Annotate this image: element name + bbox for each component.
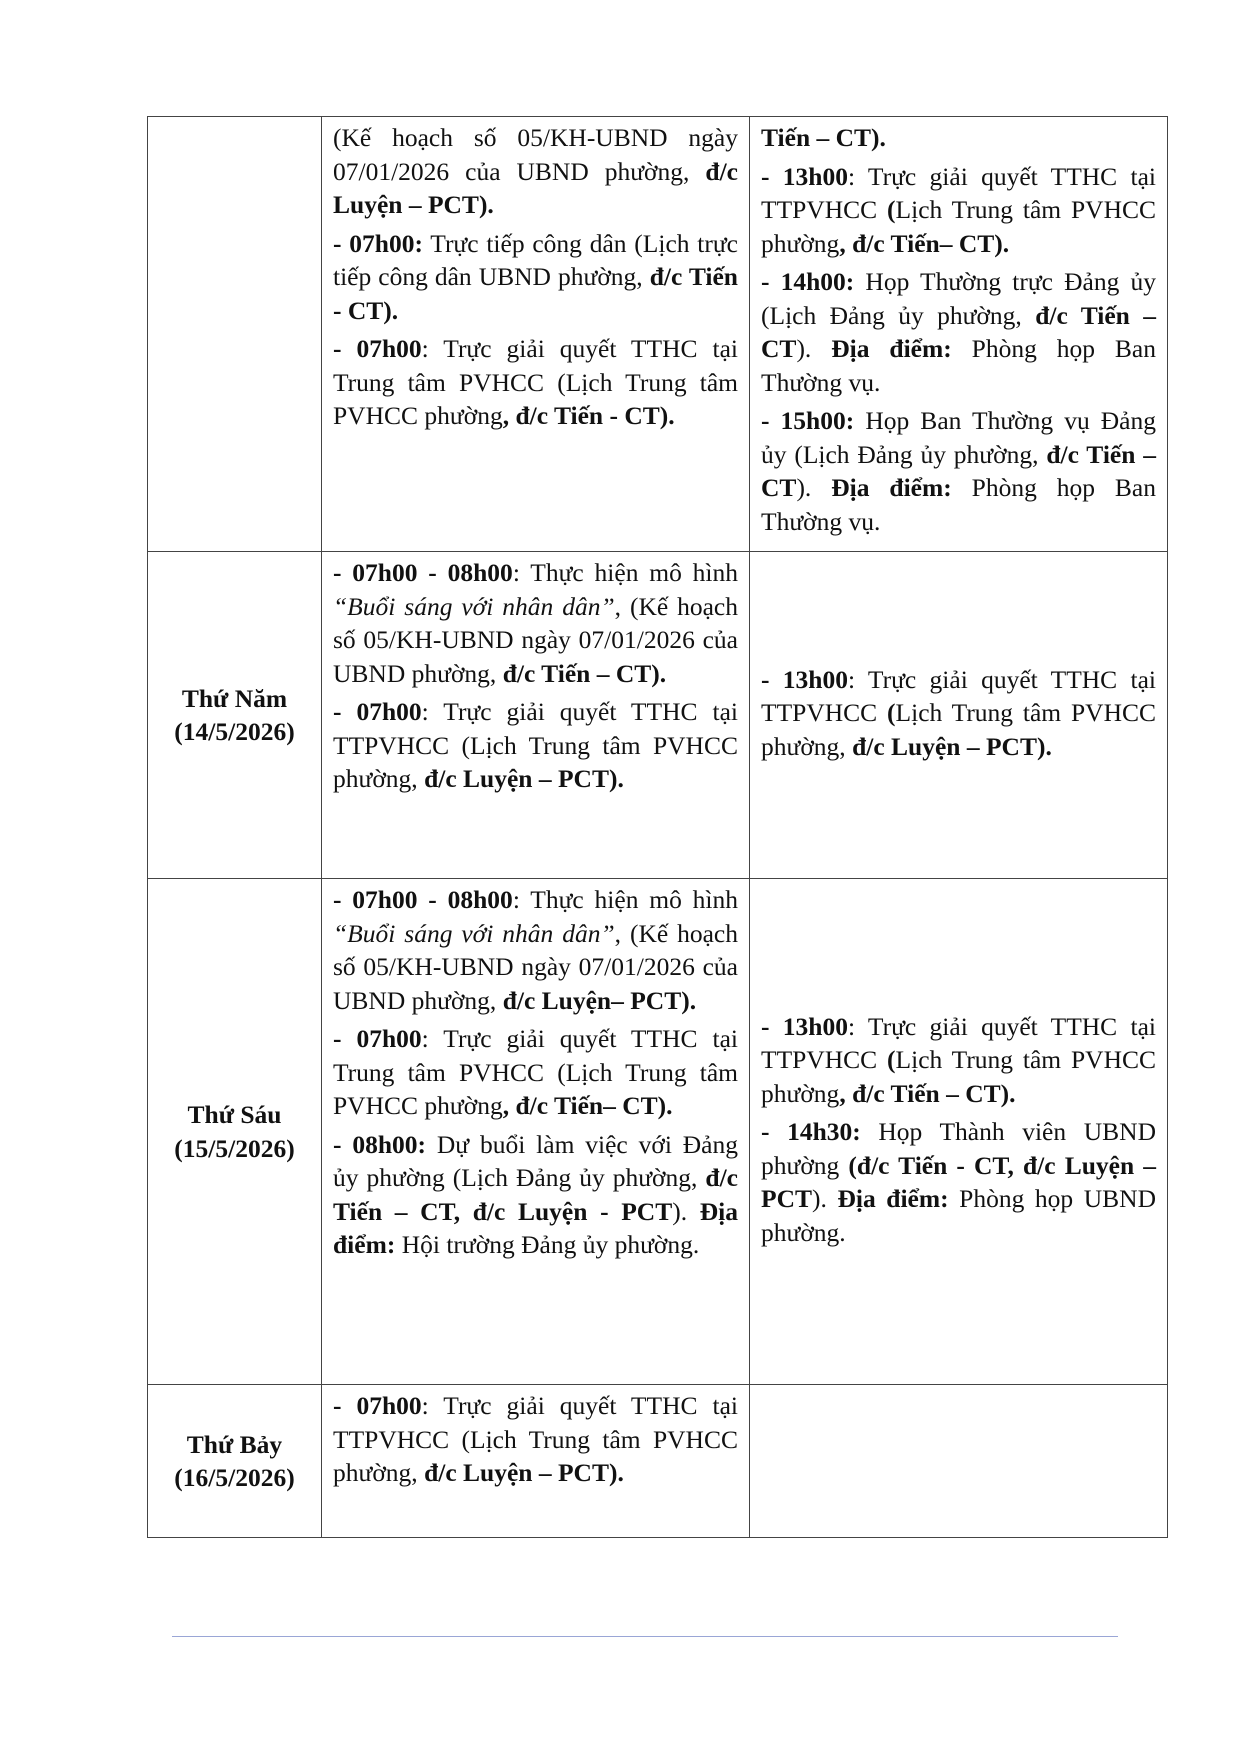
day-cell <box>148 1385 322 1538</box>
schedule-text: : Trực giải quyết TTHC tại TTPVHCC (Lịch Trung tâm PVHCC phường, <box>333 697 738 793</box>
schedule-text: (đ/c Tiến - CT, đ/c Luyện – PCT <box>761 1150 1156 1214</box>
day-name: Thứ Bảy <box>186 1429 283 1459</box>
schedule-text: : Trực giải quyết TTHC tại Trung tâm PVHCC (Lịch Trung tâm PVHCC phường <box>333 1024 738 1120</box>
schedule-text: ( <box>887 195 896 224</box>
schedule-text: Địa điểm: <box>831 473 952 502</box>
schedule-text: - 13h00 <box>761 161 848 191</box>
schedule-text: Lịch Trung tâm PVHCC phường <box>761 195 1156 258</box>
schedule-text: , đ/c Tiến - CT). <box>502 401 675 430</box>
schedule-text: - 13h00 <box>761 664 848 694</box>
schedule-text: “Buổi sáng với nhân dân” <box>333 591 615 621</box>
table-row <box>148 552 1168 879</box>
schedule-table <box>147 116 1168 1538</box>
schedule-text: Phòng họp UBND phường. <box>761 1184 1156 1247</box>
schedule-text: đ/c Luyện – PCT). <box>333 156 738 219</box>
schedule-text: : Trực giải quyết TTHC tại TTPVHCC <box>761 664 1156 728</box>
schedule-item <box>333 227 738 328</box>
day-cell <box>148 552 322 879</box>
day-date: (16/5/2026) <box>174 1463 295 1492</box>
schedule-item <box>333 556 738 690</box>
footer-divider <box>172 1636 1118 1637</box>
schedule-text: : Trực giải quyết TTHC tại TTPVHCC <box>761 1011 1156 1075</box>
schedule-text: - 07h00 <box>333 697 422 726</box>
schedule-text: - 07h00 - 08h00 <box>333 885 513 914</box>
schedule-text: Địa điểm: <box>831 334 952 363</box>
schedule-item <box>761 1010 1156 1111</box>
table-row <box>148 117 1168 552</box>
schedule-text: đ/c Luyện– PCT). <box>502 985 697 1015</box>
schedule-text: - 14h00: <box>761 267 855 296</box>
schedule-text: Lịch Trung tâm PVHCC phường, <box>761 698 1156 761</box>
table-row <box>148 879 1168 1385</box>
schedule-text: : Thực hiện mô hình <box>512 558 738 587</box>
schedule-text: Tiến – CT). <box>761 123 886 152</box>
schedule-text: ). <box>796 473 832 502</box>
afternoon-cell <box>750 552 1168 879</box>
schedule-item <box>333 1128 738 1262</box>
schedule-text: đ/c Tiến – CT). <box>502 658 667 688</box>
schedule-item <box>333 1022 738 1123</box>
schedule-text: - 07h00 - 08h00 <box>333 558 513 587</box>
schedule-text: - 13h00 <box>761 1011 848 1041</box>
schedule-text: - 08h00: <box>333 1129 427 1159</box>
schedule-text: Trực tiếp công dân (Lịch trực tiếp công dân UBND phường, <box>333 228 738 291</box>
schedule-text: Phòng họp Ban Thường vụ. <box>761 334 1156 397</box>
day-cell <box>148 879 322 1385</box>
schedule-text: - 07h00 <box>333 1024 422 1053</box>
schedule-text: - 07h00: <box>333 228 423 258</box>
schedule-text: , (Kế hoạch số 05/KH-UBND ngày 07/01/2026 của UBND phường, <box>333 591 738 688</box>
morning-cell <box>322 879 750 1385</box>
schedule-text: Họp Thành viên UBND phường <box>761 1117 1156 1180</box>
day-name: Thứ Năm <box>181 683 288 713</box>
schedule-item <box>333 883 738 1017</box>
schedule-item <box>761 663 1156 764</box>
morning-cell <box>322 552 750 879</box>
schedule-text: đ/c Tiến – CT <box>761 300 1156 363</box>
schedule-text: Phòng họp Ban Thường vụ. <box>761 473 1156 536</box>
schedule-text: Họp Thường trực Đảng ủy (Lịch Đảng ủy phường, <box>761 267 1156 330</box>
schedule-item <box>761 265 1156 399</box>
morning-cell <box>322 117 750 552</box>
schedule-text: đ/c Tiến – CT, đ/c Luyện - PCT <box>333 1163 738 1226</box>
schedule-text: “Buổi sáng với nhân dân” <box>333 918 615 948</box>
schedule-text: đ/c Tiến - CT). <box>333 262 738 325</box>
schedule-text: , đ/c Tiến– CT). <box>839 228 1010 258</box>
day-name: Thứ Sáu <box>187 1100 282 1129</box>
day-date: (14/5/2026) <box>174 717 295 746</box>
schedule-text: , đ/c Tiến– CT). <box>502 1091 673 1120</box>
schedule-text: ). <box>812 1184 838 1214</box>
afternoon-cell <box>750 1385 1168 1538</box>
schedule-text: ). <box>672 1196 700 1226</box>
schedule-text: đ/c Tiến – CT <box>761 439 1156 502</box>
schedule-text: Hội trường Đảng ủy phường. <box>395 1230 700 1259</box>
schedule-item <box>333 1389 738 1490</box>
day-date: (15/5/2026) <box>174 1133 295 1163</box>
schedule-text: , đ/c Tiến – CT). <box>839 1078 1016 1108</box>
schedule-text: Địa điểm: <box>837 1184 949 1214</box>
schedule-text: ). <box>796 334 832 363</box>
schedule-text: - 07h00 <box>333 1391 422 1420</box>
table-row <box>148 1385 1168 1538</box>
schedule-item <box>333 332 738 433</box>
schedule-text: : Trực giải quyết TTHC tại TTPVHCC <box>761 161 1156 224</box>
schedule-text: đ/c Luyện – PCT). <box>852 731 1052 761</box>
schedule-text: Họp Ban Thường vụ Đảng ủy (Lịch Đảng ủy phường, <box>761 406 1156 469</box>
schedule-text: : Thực hiện mô hình <box>512 885 738 914</box>
schedule-item <box>333 121 738 222</box>
schedule-text: - 14h30: <box>761 1117 861 1147</box>
schedule-text: đ/c Luyện – PCT). <box>424 1458 624 1487</box>
schedule-item <box>333 695 738 796</box>
afternoon-cell <box>750 879 1168 1385</box>
schedule-text: : Trực giải quyết TTHC tại TTPVHCC (Lịch Trung tâm PVHCC phường, <box>333 1391 738 1487</box>
schedule-text: đ/c Luyện – PCT). <box>424 764 624 793</box>
schedule-text: , (Kế hoạch số 05/KH-UBND ngày 07/01/2026 của UBND phường, <box>333 918 738 1015</box>
afternoon-cell <box>750 117 1168 552</box>
schedule-item <box>761 404 1156 538</box>
schedule-text: Địa điểm: <box>333 1196 738 1259</box>
schedule-text: - 07h00 <box>333 334 422 363</box>
morning-cell <box>322 1385 750 1538</box>
schedule-item <box>761 121 1156 155</box>
schedule-text: ( <box>887 698 896 728</box>
schedule-text: - 15h00: <box>761 406 855 435</box>
schedule-text: ( <box>887 1045 896 1075</box>
schedule-text: (Kế hoạch số 05/KH-UBND ngày 07/01/2026 của UBND phường, <box>333 123 738 186</box>
schedule-text: Dự buổi làm việc với Đảng ủy phường (Lịch Đảng ủy phường, <box>333 1129 738 1192</box>
schedule-item <box>761 1115 1156 1249</box>
schedule-item <box>761 160 1156 261</box>
day-cell <box>148 117 322 552</box>
schedule-text: Lịch Trung tâm PVHCC phường <box>761 1045 1156 1108</box>
schedule-text: : Trực giải quyết TTHC tại Trung tâm PVHCC (Lịch Trung tâm PVHCC phường <box>333 334 738 430</box>
